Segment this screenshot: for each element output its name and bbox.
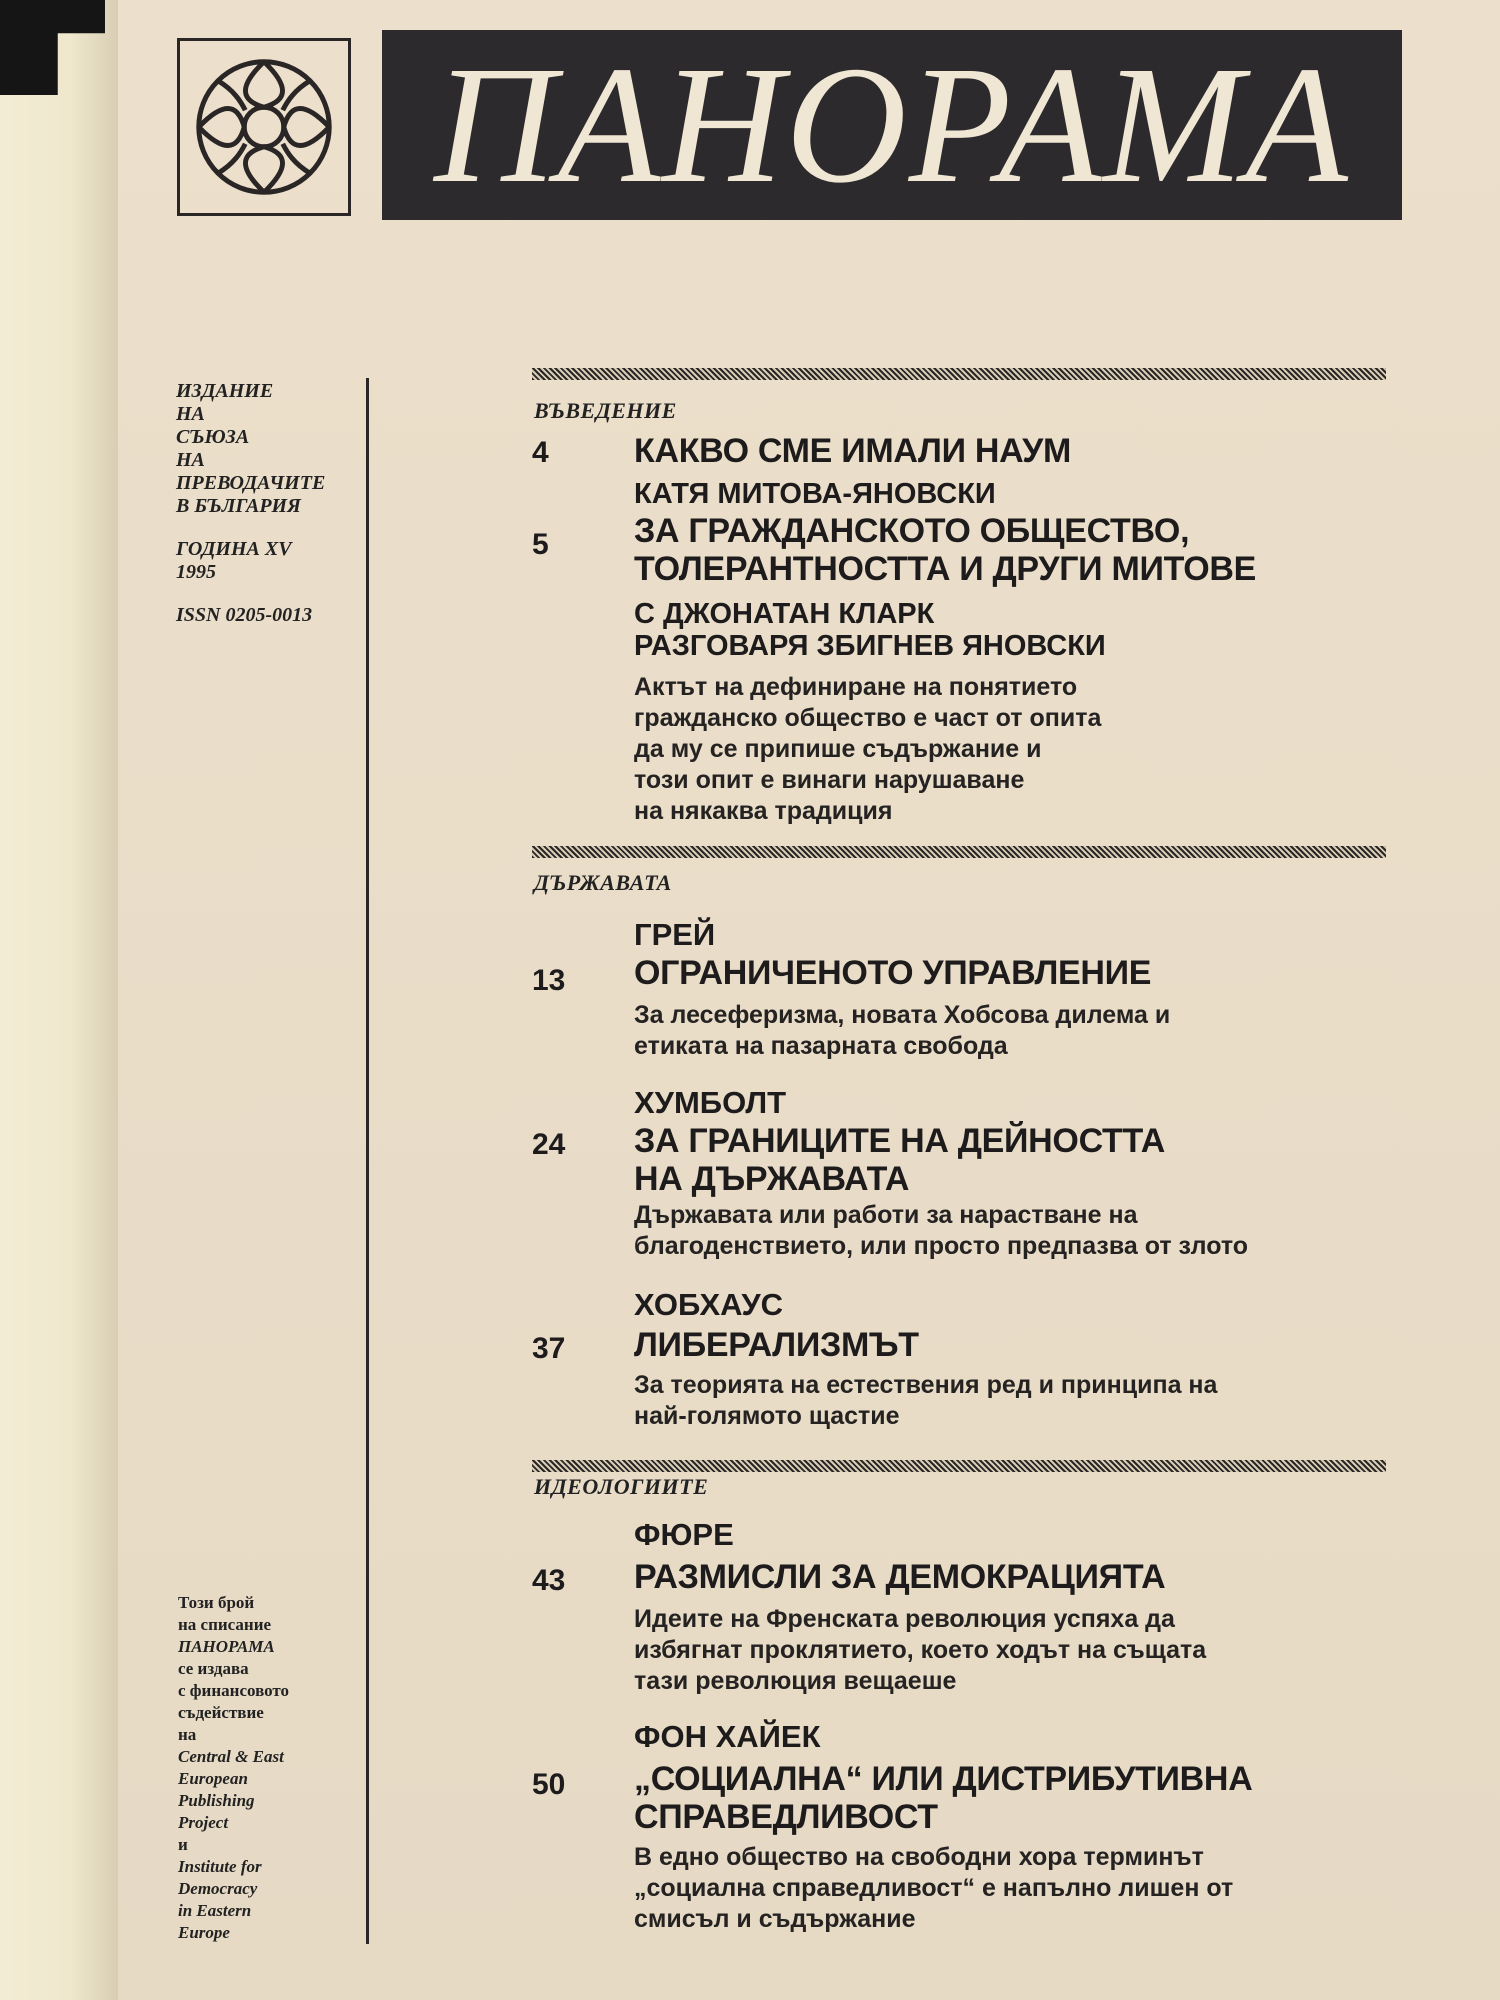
- sponsor-line: на списание: [178, 1615, 272, 1634]
- issn: [176, 604, 366, 627]
- sponsor-line: и: [178, 1835, 188, 1854]
- entry-title-line: ОГРАНИЧЕНОТО УПРАВЛЕНИЕ: [634, 954, 1152, 992]
- entry-author: ГРЕЙ: [634, 917, 716, 952]
- publisher-line: В БЪЛГАРИЯ: [176, 495, 301, 517]
- page-number: 50: [532, 1768, 566, 1801]
- publisher-block: [176, 380, 366, 518]
- entry-author: ХОБХАУС: [634, 1287, 784, 1322]
- entry-description: [634, 672, 1101, 827]
- publisher-line: СЪЮЗА: [176, 426, 250, 448]
- page-number: 13: [532, 964, 566, 997]
- issn-line: ISSN 0205-0013: [176, 604, 313, 626]
- entry-title: [634, 954, 1151, 992]
- entry-description-line: За лесеферизма, новата Хобсова дилема и: [634, 1001, 1171, 1029]
- entry-author-line: РАЗГОВАРЯ ЗБИГНЕВ ЯНОВСКИ: [634, 630, 1106, 662]
- entry-description-line: избягнат проклятието, което ходът на същата: [634, 1636, 1207, 1664]
- masthead-title: ПАНОРАМА: [434, 32, 1350, 218]
- entry-description-line: гражданско общество е част от опита: [634, 704, 1102, 732]
- imprint-sidebar: [176, 380, 366, 647]
- entry-author: ФЮРЕ: [634, 1517, 734, 1552]
- entry-author: [634, 598, 1106, 662]
- entry-title: [634, 512, 1256, 588]
- entry-description-line: етиката на пазарната свобода: [634, 1032, 1008, 1060]
- entry-title-line: ТОЛЕРАНТНОСТТА И ДРУГИ МИТОВЕ: [634, 550, 1257, 588]
- sponsor-line: Democracy: [178, 1879, 258, 1898]
- entry-title-line: ЗА ГРАЖДАНСКОТО ОБЩЕСТВО,: [634, 512, 1190, 550]
- entry-description-line: благоденствието, или просто предпазва от злото: [634, 1232, 1249, 1260]
- vertical-rule: [366, 378, 369, 1944]
- sponsor-line: с финансовото: [178, 1681, 290, 1700]
- publisher-line: ПРЕВОДАЧИТЕ: [176, 472, 326, 494]
- entry-description: [634, 1604, 1206, 1697]
- sponsor-line: Project: [178, 1813, 229, 1832]
- year-line: 1995: [176, 561, 216, 583]
- entry-author: ХУМБОЛТ: [634, 1085, 787, 1120]
- entry-description: [634, 1200, 1248, 1262]
- entry-title: [634, 1326, 919, 1364]
- entry-description-line: Държавата или работи за нарастване на: [634, 1201, 1138, 1229]
- page-number: 5: [532, 528, 549, 561]
- entry-description: [634, 1000, 1170, 1062]
- entry-description-line: най-голямото щастие: [634, 1402, 900, 1430]
- section-divider: [532, 368, 1386, 380]
- entry-author: ФОН ХАЙЕК: [634, 1719, 821, 1754]
- entry-title-line: ЛИБЕРАЛИЗМЪТ: [634, 1326, 919, 1364]
- sponsor-line: Central & East: [178, 1747, 284, 1766]
- sponsor-line: съдействие: [178, 1703, 264, 1722]
- section-heading-state: ДЪРЖАВАТА: [534, 870, 672, 895]
- publisher-line: НА: [176, 449, 205, 471]
- entry-description-line: Актът на дефиниране на понятието: [634, 673, 1078, 701]
- sponsor-line: на: [178, 1725, 197, 1744]
- page-number: 37: [532, 1332, 566, 1365]
- entry-title-line: „СОЦИАЛНА“ ИЛИ ДИСТРИБУТИВНА: [634, 1760, 1253, 1798]
- entry-title: [634, 1122, 1165, 1198]
- entry-description-line: В едно общество на свободни хора терминът: [634, 1843, 1204, 1871]
- masthead-bar: [382, 30, 1402, 220]
- entry-description-line: на някаква традиция: [634, 797, 893, 825]
- entry-title-line: НА ДЪРЖАВАТА: [634, 1160, 910, 1198]
- entry-description-line: тази революция вещаеше: [634, 1667, 957, 1695]
- section-heading-introduction: ВЪВЕДЕНИЕ: [534, 398, 677, 423]
- sponsor-line: ПАНОРАМА: [178, 1637, 275, 1656]
- sponsor-line: European: [178, 1769, 248, 1788]
- section-divider: [532, 846, 1386, 858]
- section-divider: [532, 1460, 1386, 1472]
- entry-description: [634, 1370, 1217, 1432]
- adjacent-page-edge: [0, 0, 118, 2000]
- page-number: 43: [532, 1564, 566, 1597]
- entry-title-line: СПРАВЕДЛИВОСТ: [634, 1798, 938, 1836]
- entry-title: [634, 1558, 1165, 1596]
- entry-title: КАКВО СМЕ ИМАЛИ НАУМ: [634, 432, 1071, 470]
- sponsor-line: се издава: [178, 1659, 249, 1678]
- sponsor-line: Този брой: [178, 1593, 255, 1612]
- entry-author: КАТЯ МИТОВА-ЯНОВСКИ: [634, 478, 996, 510]
- sponsor-line: Europe: [178, 1923, 230, 1942]
- entry-description-line: този опит е винаги нарушаване: [634, 766, 1025, 794]
- entry-description-line: Идеите на Френската революция успяха да: [634, 1605, 1175, 1633]
- sponsor-line: in Eastern: [178, 1901, 252, 1920]
- journal-logo: [177, 38, 351, 216]
- entry-description-line: да му се припише съдържание и: [634, 735, 1042, 763]
- entry-description-line: смисъл и съдържание: [634, 1905, 916, 1933]
- entry-description: [634, 1842, 1233, 1935]
- entry-title-line: РАЗМИСЛИ ЗА ДЕМОКРАЦИЯТА: [634, 1558, 1166, 1596]
- year-block: [176, 538, 366, 584]
- sponsor-line: Institute for: [178, 1857, 262, 1876]
- entry-description-line: „социална справедливост“ е напълно лишен от: [634, 1874, 1234, 1902]
- ornament-logo-icon: [180, 41, 348, 213]
- publisher-line: ИЗДАНИЕ: [176, 380, 274, 402]
- entry-title-line: ЗА ГРАНИЦИТЕ НА ДЕЙНОСТТА: [634, 1122, 1166, 1160]
- sponsor-note: [178, 1592, 360, 1944]
- page-number: 24: [532, 1128, 566, 1161]
- page-number: 4: [532, 436, 549, 469]
- entry-description-line: За теорията на естествения ред и принципа на: [634, 1371, 1218, 1399]
- entry-title: [634, 1760, 1252, 1836]
- entry-author-line: С ДЖОНАТАН КЛАРК: [634, 598, 935, 630]
- publisher-line: НА: [176, 403, 205, 425]
- adjacent-page-mark: [0, 0, 105, 95]
- year-line: ГОДИНА XV: [176, 538, 292, 560]
- section-heading-ideologies: ИДЕОЛОГИИТЕ: [534, 1474, 709, 1499]
- sponsor-line: Publishing: [178, 1791, 255, 1810]
